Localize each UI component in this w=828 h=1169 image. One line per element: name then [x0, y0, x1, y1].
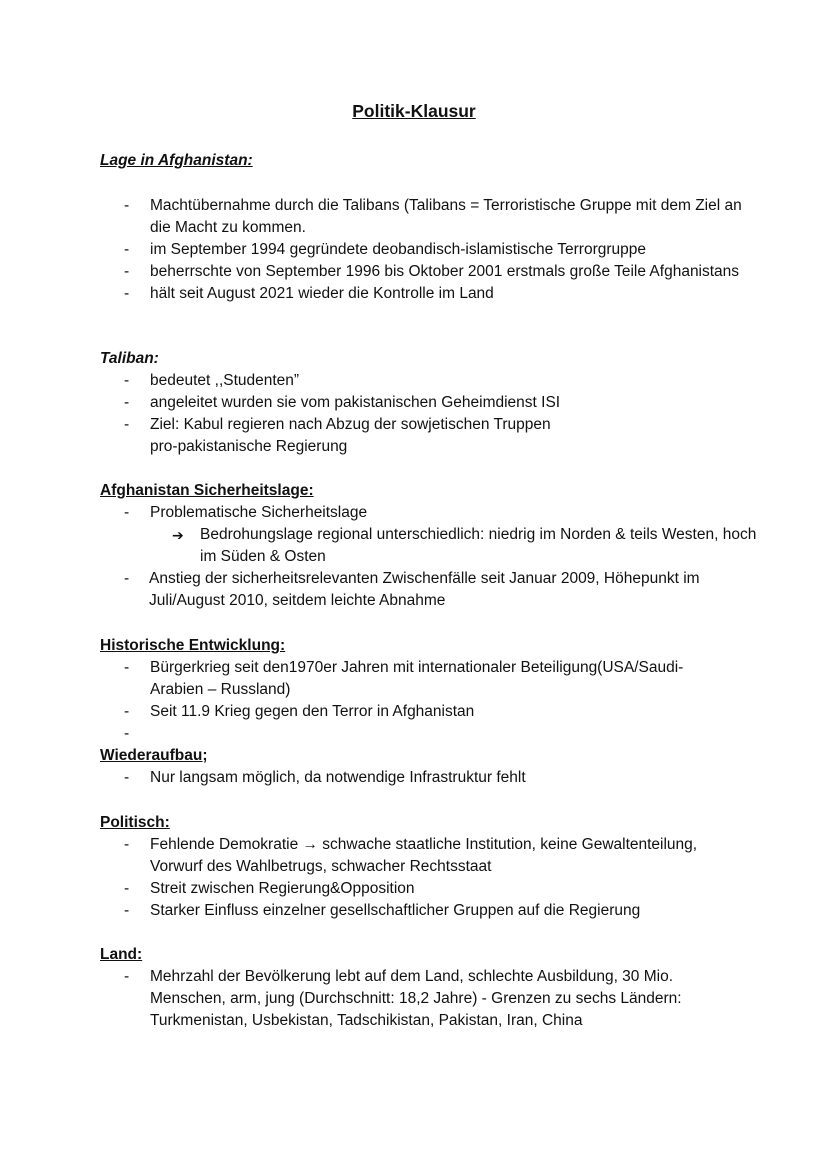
sub-list-item — [100, 524, 760, 568]
section-politisch — [100, 812, 760, 922]
bullet-list — [100, 657, 760, 745]
list-item-text: pro-pakistanische Regierung — [150, 438, 348, 455]
section-heading: Politisch: — [100, 814, 170, 831]
list-item — [100, 657, 760, 701]
list-item-text: Mehrzahl der Bevölkerung lebt auf dem Land, schlechte Ausbildung, 30 Mio. Menschen, arm, jung (Durchschnitt: 18,2 Jahre) - Grenzen zu sechs Ländern: Turkmenistan, Usbekistan, Tadschikistan, Pakistan, Iran, China — [150, 968, 682, 1029]
list-item-text: Machtübernahme durch die Talibans (Talibans = Terroristische Gruppe mit dem Ziel an die Macht zu kommen. — [150, 197, 742, 236]
section-sicherheitslage — [100, 480, 760, 612]
list-item — [100, 701, 760, 723]
dash-bullet: - — [124, 703, 130, 720]
section-historische-entwicklung — [100, 635, 760, 745]
list-item-text: Starker Einfluss einzelner gesellschaftlicher Gruppen auf die Regierung — [150, 902, 641, 919]
list-item-continuation — [100, 436, 760, 458]
list-item — [100, 502, 760, 524]
list-item-text: Bedrohungslage regional unterschiedlich: niedrig im Norden & teils Westen, hoch im Süden & Osten — [200, 526, 757, 565]
section-heading: Wiederaufbau; — [100, 747, 208, 764]
bullet-list — [100, 966, 760, 1032]
list-item-text: angeleitet wurden sie vom pakistanischen Geheimdienst ISI — [150, 394, 561, 411]
section-land — [100, 944, 760, 1032]
section-taliban — [100, 348, 760, 458]
dash-bullet: - — [124, 394, 130, 411]
bullet-list — [100, 195, 760, 305]
list-item-text: Streit zwischen Regierung&Opposition — [150, 880, 415, 897]
dash-bullet: - — [124, 416, 130, 433]
dash-bullet: - — [124, 836, 130, 853]
arrow-bullet-icon: ➔ — [172, 527, 184, 543]
list-item — [100, 283, 760, 305]
dash-bullet: - — [124, 968, 130, 985]
list-item — [100, 392, 760, 414]
dash-bullet: - — [124, 263, 130, 280]
list-item — [100, 966, 760, 1032]
section-heading: Land: — [100, 946, 143, 963]
dash-bullet: - — [124, 880, 130, 897]
list-item-empty — [100, 723, 760, 745]
list-item-text: bedeutet ,,Studenten” — [150, 372, 300, 389]
dash-bullet: - — [124, 769, 130, 786]
dash-bullet: - — [124, 659, 130, 676]
list-item-text: im September 1994 gegründete deobandisch-islamistische Terrorgruppe — [150, 241, 646, 258]
bullet-list — [100, 502, 760, 612]
list-item-text: Seit 11.9 Krieg gegen den Terror in Afghanistan — [150, 703, 475, 720]
dash-bullet: - — [124, 570, 130, 587]
dash-bullet: - — [124, 372, 130, 389]
list-item — [100, 370, 760, 392]
list-item-text: Ziel: Kabul regieren nach Abzug der sowjetischen Truppen — [150, 416, 551, 433]
list-item-text: Anstieg der sicherheitsrelevanten Zwischenfälle seit Januar 2009, Höhepunkt im Juli/August 2010, seitdem leichte Abnahme — [149, 570, 700, 609]
bullet-list — [100, 834, 760, 922]
list-item — [100, 239, 760, 261]
section-heading: Lage in Afghanistan: — [100, 152, 253, 169]
dash-bullet: - — [124, 197, 130, 214]
section-wiederaufbau — [100, 745, 760, 789]
dash-bullet: - — [124, 285, 130, 302]
section-lage-in-afghanistan — [100, 150, 760, 305]
bullet-list — [100, 370, 760, 458]
section-heading: Afghanistan Sicherheitslage: — [100, 482, 314, 499]
page-title: Politik-Klausur — [352, 101, 476, 121]
list-item — [100, 834, 760, 878]
bullet-list — [100, 767, 760, 789]
list-item — [100, 261, 760, 283]
dash-bullet: - — [124, 902, 130, 919]
list-item — [100, 767, 760, 789]
list-item-text: beherrschte von September 1996 bis Oktober 2001 erstmals große Teile Afghanistans — [150, 263, 740, 280]
dash-bullet: - — [124, 725, 130, 742]
list-item-text: Bürgerkrieg seit den1970er Jahren mit internationaler Beteiligung(USA/Saudi-Arabien – Russland) — [150, 659, 684, 698]
list-item — [100, 414, 760, 436]
dash-bullet: - — [124, 241, 130, 258]
list-item-text: Fehlende Demokratie → schwache staatliche Institution, keine Gewaltenteilung, Vorwurf des Wahlbetrugs, schwacher Rechtsstaat — [150, 836, 698, 875]
list-item — [100, 900, 760, 922]
section-heading: Taliban: — [100, 350, 159, 367]
list-item-text: hält seit August 2021 wieder die Kontrolle im Land — [150, 285, 494, 302]
list-item-text: Problematische Sicherheitslage — [150, 504, 368, 521]
list-item — [100, 878, 760, 900]
list-item — [100, 568, 760, 612]
dash-bullet: - — [124, 504, 130, 521]
list-item — [100, 195, 760, 239]
section-heading: Historische Entwicklung: — [100, 637, 286, 654]
list-item-text: Nur langsam möglich, da notwendige Infrastruktur fehlt — [150, 769, 526, 786]
